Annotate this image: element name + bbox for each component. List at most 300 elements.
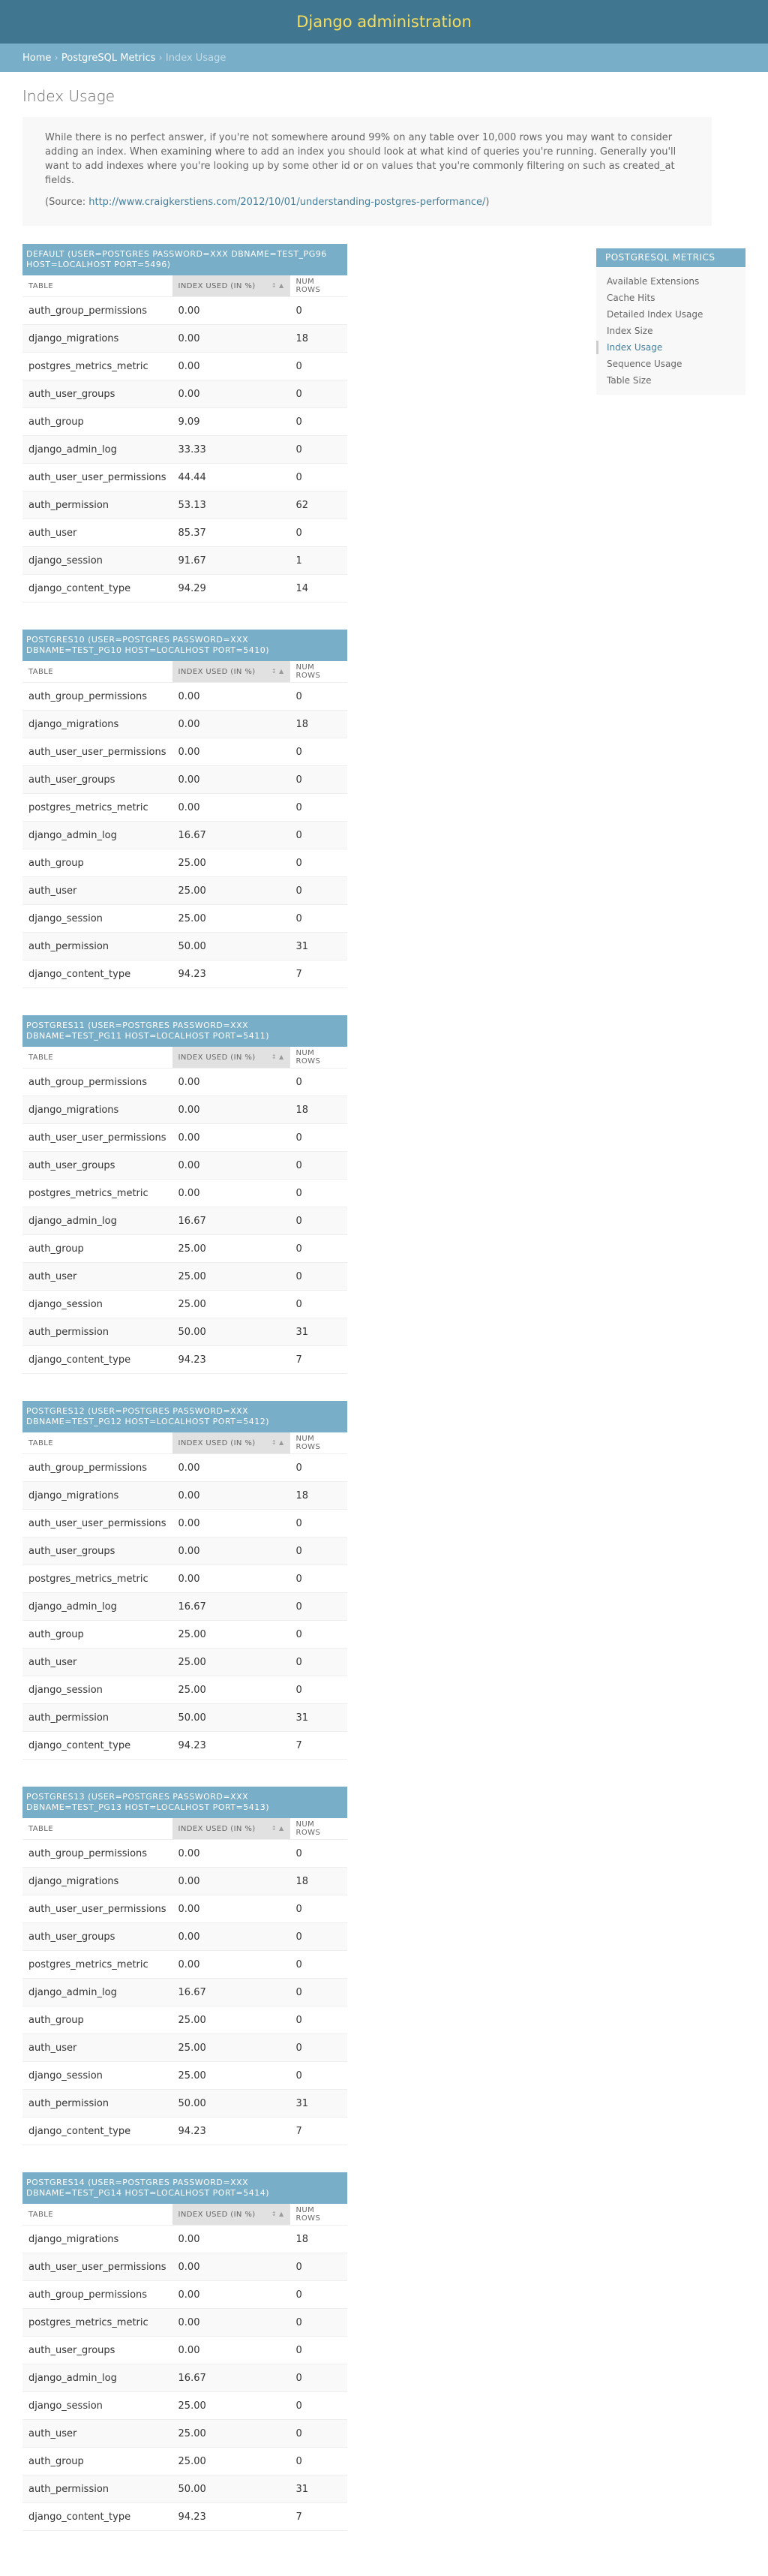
sort-toggle-icon[interactable]: ↕ ▲ <box>271 668 284 675</box>
cell-index-used: 16.67 <box>172 1979 290 2006</box>
breadcrumb-separator: › <box>155 52 166 64</box>
cell-num-rows: 0 <box>290 1895 347 1923</box>
cell-table-name: django_migrations <box>22 1096 172 1124</box>
column-header-table[interactable]: TABLE <box>22 1432 172 1454</box>
column-header-num-rows[interactable]: NUM ROWS <box>290 1047 347 1069</box>
cell-table-name: auth_user_groups <box>22 1152 172 1180</box>
source-line <box>45 195 700 209</box>
table-row <box>22 1565 347 1593</box>
cell-num-rows: 0 <box>290 1621 347 1649</box>
cell-num-rows: 7 <box>290 1346 347 1374</box>
cell-table-name: auth_user_user_permissions <box>22 2253 172 2281</box>
description-box <box>22 117 712 226</box>
cell-index-used: 0.00 <box>172 766 290 794</box>
cell-num-rows: 0 <box>290 1180 347 1207</box>
cell-index-used: 25.00 <box>172 1291 290 1318</box>
column-header-num-rows[interactable]: NUM ROWS <box>290 2204 347 2226</box>
cell-index-used: 0.00 <box>172 711 290 738</box>
cell-table-name: django_migrations <box>22 2226 172 2253</box>
cell-index-used: 53.13 <box>172 491 290 519</box>
db-caption: POSTGRES14 (USER=POSTGRES PASSWORD=XXX DBNAME=TEST_PG14 HOST=LOCALHOST PORT=5414) <box>22 2172 347 2204</box>
breadcrumb-separator: › <box>51 52 62 64</box>
cell-table-name: django_admin_log <box>22 822 172 849</box>
table-row <box>22 2420 347 2448</box>
table-row <box>22 1235 347 1263</box>
table-row <box>22 353 347 380</box>
sort-toggle-icon[interactable]: ↕ ▲ <box>271 1439 284 1446</box>
cell-table-name: auth_permission <box>22 2475 172 2503</box>
db-module <box>22 244 347 603</box>
cell-num-rows: 0 <box>290 1152 347 1180</box>
cell-table-name: auth_group <box>22 1235 172 1263</box>
cell-table-name: auth_user <box>22 2034 172 2062</box>
table-row <box>22 960 347 988</box>
table-row <box>22 2090 347 2118</box>
sidebar-item-available-extensions[interactable]: Available Extensions <box>607 276 700 287</box>
table-row <box>22 1676 347 1704</box>
db-caption: POSTGRES13 (USER=POSTGRES PASSWORD=XXX DBNAME=TEST_PG13 HOST=LOCALHOST PORT=5413) <box>22 1787 347 1818</box>
description-text: While there is no perfect answer, if you're not somewhere around 99% on any table over 10,000 rows you may want to consider adding an index. When examining where to add an index you should look at what kind of queries you're running. Generally you'll want to add indexes where you're looking up by some other id or on values that you're commonly filtering on such as created_at fields. <box>45 132 676 186</box>
cell-table-name: auth_permission <box>22 1318 172 1346</box>
table-row <box>22 1593 347 1621</box>
table-row <box>22 1152 347 1180</box>
cell-index-used: 94.29 <box>172 575 290 603</box>
cell-table-name: auth_user_user_permissions <box>22 1895 172 1923</box>
cell-table-name: auth_group_permissions <box>22 2281 172 2309</box>
cell-index-used: 94.23 <box>172 1346 290 1374</box>
cell-num-rows: 0 <box>290 1235 347 1263</box>
column-header-index-used-label: INDEX USED (IN %) <box>178 1438 256 1447</box>
cell-num-rows: 0 <box>290 2364 347 2392</box>
cell-num-rows: 31 <box>290 1704 347 1732</box>
cell-num-rows: 18 <box>290 1482 347 1510</box>
cell-table-name: auth_group <box>22 2006 172 2034</box>
column-header-index-used[interactable] <box>172 1818 290 1840</box>
cell-table-name: auth_group_permissions <box>22 1454 172 1482</box>
breadcrumb-home-link[interactable]: Home <box>22 52 52 64</box>
table-row <box>22 1732 347 1760</box>
table-row <box>22 547 347 575</box>
table-row <box>22 380 347 408</box>
cell-num-rows: 18 <box>290 325 347 353</box>
sort-toggle-icon[interactable]: ↕ ▲ <box>271 2211 284 2217</box>
table-row <box>22 933 347 960</box>
table-row <box>22 1482 347 1510</box>
cell-index-used: 50.00 <box>172 2475 290 2503</box>
cell-index-used: 16.67 <box>172 2364 290 2392</box>
cell-table-name: auth_user <box>22 519 172 547</box>
column-header-table[interactable]: TABLE <box>22 1047 172 1069</box>
cell-num-rows: 0 <box>290 2006 347 2034</box>
page-title: Index Usage <box>22 87 116 105</box>
cell-num-rows: 31 <box>290 2090 347 2118</box>
table-row <box>22 1510 347 1537</box>
cell-num-rows: 0 <box>290 1454 347 1482</box>
cell-num-rows: 0 <box>290 1263 347 1291</box>
table-row <box>22 325 347 353</box>
cell-index-used: 0.00 <box>172 1951 290 1979</box>
cell-table-name: auth_group <box>22 849 172 877</box>
column-header-index-used-label: INDEX USED (IN %) <box>178 281 256 290</box>
sidebar-item-index-size[interactable]: Index Size <box>607 326 653 336</box>
column-header-table[interactable]: TABLE <box>22 1818 172 1840</box>
cell-table-name: auth_permission <box>22 933 172 960</box>
table-row <box>22 1346 347 1374</box>
cell-index-used: 0.00 <box>172 2309 290 2337</box>
cell-index-used: 0.00 <box>172 1895 290 1923</box>
table-row <box>22 1069 347 1096</box>
cell-table-name: django_migrations <box>22 1868 172 1895</box>
table-row <box>22 822 347 849</box>
cell-index-used: 50.00 <box>172 1704 290 1732</box>
cell-table-name: auth_user <box>22 1649 172 1676</box>
cell-table-name: django_session <box>22 905 172 933</box>
cell-index-used: 25.00 <box>172 2448 290 2475</box>
table-row <box>22 2337 347 2364</box>
table-row <box>22 2309 347 2337</box>
cell-index-used: 94.23 <box>172 960 290 988</box>
db-module <box>22 1401 347 1760</box>
cell-index-used: 9.09 <box>172 408 290 436</box>
content <box>0 87 768 2531</box>
breadcrumb-section-link[interactable]: PostgreSQL Metrics <box>61 52 156 64</box>
cell-index-used: 0.00 <box>172 1510 290 1537</box>
cell-table-name: auth_permission <box>22 1704 172 1732</box>
cell-index-used: 0.00 <box>172 1565 290 1593</box>
table-row <box>22 1621 347 1649</box>
cell-num-rows: 7 <box>290 960 347 988</box>
cell-num-rows: 0 <box>290 877 347 905</box>
column-header-num-rows[interactable]: NUM ROWS <box>290 1818 347 1840</box>
cell-index-used: 25.00 <box>172 877 290 905</box>
column-header-index-used[interactable] <box>172 275 290 297</box>
column-header-num-rows[interactable]: NUM ROWS <box>290 1432 347 1454</box>
table-row <box>22 2034 347 2062</box>
table-row <box>22 2392 347 2420</box>
table-row <box>22 1291 347 1318</box>
table-row <box>22 683 347 711</box>
cell-index-used: 94.23 <box>172 2503 290 2531</box>
cell-num-rows: 14 <box>290 575 347 603</box>
cell-table-name: auth_user <box>22 877 172 905</box>
cell-num-rows: 0 <box>290 1923 347 1951</box>
cell-table-name: django_admin_log <box>22 2364 172 2392</box>
cell-table-name: django_admin_log <box>22 436 172 464</box>
cell-table-name: django_session <box>22 1676 172 1704</box>
column-header-index-used-label: INDEX USED (IN %) <box>178 1824 256 1833</box>
column-header-index-used[interactable] <box>172 1047 290 1069</box>
table-row <box>22 1868 347 1895</box>
table-row <box>22 436 347 464</box>
table-row <box>22 1454 347 1482</box>
table-row <box>22 1207 347 1235</box>
cell-num-rows: 0 <box>290 738 347 766</box>
db-caption: POSTGRES12 (USER=POSTGRES PASSWORD=XXX DBNAME=TEST_PG12 HOST=LOCALHOST PORT=5412) <box>22 1401 347 1432</box>
site-title-link[interactable]: Django administration <box>296 13 472 31</box>
table-row <box>22 2006 347 2034</box>
cell-table-name: postgres_metrics_metric <box>22 1951 172 1979</box>
index-usage-table <box>22 275 347 603</box>
cell-table-name: auth_permission <box>22 2090 172 2118</box>
sidebar-item-index-usage[interactable]: Index Usage <box>596 339 746 356</box>
column-header-table[interactable]: TABLE <box>22 661 172 683</box>
cell-num-rows: 0 <box>290 2309 347 2337</box>
cell-table-name: auth_user <box>22 2420 172 2448</box>
cell-num-rows: 31 <box>290 1318 347 1346</box>
cell-num-rows: 0 <box>290 1840 347 1868</box>
cell-index-used: 50.00 <box>172 933 290 960</box>
column-header-index-used-label: INDEX USED (IN %) <box>178 667 256 676</box>
cell-num-rows: 18 <box>290 1096 347 1124</box>
sidebar-item-detailed-index-usage[interactable]: Detailed Index Usage <box>607 309 704 320</box>
column-header-index-used[interactable] <box>172 661 290 683</box>
cell-num-rows: 0 <box>290 2448 347 2475</box>
column-header-table[interactable]: TABLE <box>22 275 172 297</box>
cell-num-rows: 0 <box>290 2062 347 2090</box>
cell-table-name: auth_group <box>22 1621 172 1649</box>
cell-index-used: 91.67 <box>172 547 290 575</box>
cell-index-used: 0.00 <box>172 1868 290 1895</box>
cell-num-rows: 0 <box>290 1069 347 1096</box>
cell-index-used: 0.00 <box>172 380 290 408</box>
sidebar-item-sequence-usage[interactable]: Sequence Usage <box>607 359 682 369</box>
table-row <box>22 1263 347 1291</box>
cell-table-name: django_content_type <box>22 2503 172 2531</box>
cell-num-rows: 1 <box>290 547 347 575</box>
cell-num-rows: 0 <box>290 1565 347 1593</box>
cell-index-used: 25.00 <box>172 2062 290 2090</box>
table-row <box>22 2364 347 2392</box>
cell-num-rows: 0 <box>290 1951 347 1979</box>
cell-index-used: 0.00 <box>172 2253 290 2281</box>
cell-table-name: django_migrations <box>22 325 172 353</box>
cell-index-used: 0.00 <box>172 1482 290 1510</box>
table-row <box>22 766 347 794</box>
cell-num-rows: 0 <box>290 1207 347 1235</box>
table-row <box>22 2448 347 2475</box>
cell-index-used: 25.00 <box>172 1263 290 1291</box>
cell-num-rows: 0 <box>290 464 347 491</box>
table-row <box>22 1096 347 1124</box>
db-module <box>22 1015 347 1374</box>
cell-index-used: 25.00 <box>172 849 290 877</box>
cell-table-name: auth_user_groups <box>22 2337 172 2364</box>
cell-index-used: 0.00 <box>172 353 290 380</box>
table-row <box>22 794 347 822</box>
table-row <box>22 877 347 905</box>
cell-index-used: 0.00 <box>172 738 290 766</box>
cell-num-rows: 31 <box>290 2475 347 2503</box>
cell-index-used: 50.00 <box>172 1318 290 1346</box>
sidebar-nav <box>596 267 746 389</box>
cell-num-rows: 0 <box>290 1124 347 1152</box>
db-caption: POSTGRES10 (USER=POSTGRES PASSWORD=XXX DBNAME=TEST_PG10 HOST=LOCALHOST PORT=5410) <box>22 630 347 661</box>
table-row <box>22 464 347 491</box>
table-row <box>22 1318 347 1346</box>
breadcrumb-current: Index Usage <box>165 52 226 64</box>
table-row <box>22 2281 347 2309</box>
cell-num-rows: 0 <box>290 1537 347 1565</box>
table-row <box>22 2253 347 2281</box>
cell-table-name: postgres_metrics_metric <box>22 1180 172 1207</box>
cell-num-rows: 0 <box>290 2281 347 2309</box>
db-module <box>22 1787 347 2145</box>
cell-index-used: 25.00 <box>172 2392 290 2420</box>
cell-table-name: auth_user_user_permissions <box>22 464 172 491</box>
cell-table-name: auth_group_permissions <box>22 1069 172 1096</box>
cell-index-used: 85.37 <box>172 519 290 547</box>
cell-table-name: postgres_metrics_metric <box>22 2309 172 2337</box>
column-header-table[interactable]: TABLE <box>22 2204 172 2226</box>
cell-table-name: auth_user_groups <box>22 380 172 408</box>
cell-index-used: 0.00 <box>172 794 290 822</box>
cell-table-name: auth_user_user_permissions <box>22 1124 172 1152</box>
cell-table-name: auth_group_permissions <box>22 297 172 325</box>
results-list <box>22 244 347 2531</box>
table-row <box>22 2062 347 2090</box>
cell-table-name: django_content_type <box>22 1732 172 1760</box>
db-caption: DEFAULT (USER=POSTGRES PASSWORD=XXX DBNAME=TEST_PG96 HOST=LOCALHOST PORT=5496) <box>22 244 347 275</box>
column-header-index-used[interactable] <box>172 1432 290 1454</box>
cell-index-used: 16.67 <box>172 1593 290 1621</box>
cell-num-rows: 0 <box>290 1979 347 2006</box>
table-row <box>22 905 347 933</box>
cell-num-rows: 62 <box>290 491 347 519</box>
column-header-index-used[interactable] <box>172 2204 290 2226</box>
table-row <box>22 1951 347 1979</box>
cell-index-used: 0.00 <box>172 1454 290 1482</box>
cell-table-name: django_content_type <box>22 575 172 603</box>
table-row <box>22 2226 347 2253</box>
cell-index-used: 25.00 <box>172 2034 290 2062</box>
cell-index-used: 16.67 <box>172 822 290 849</box>
sort-toggle-icon[interactable]: ↕ ▲ <box>271 282 284 289</box>
cell-index-used: 0.00 <box>172 1152 290 1180</box>
index-usage-table <box>22 2204 347 2531</box>
cell-num-rows: 0 <box>290 408 347 436</box>
table-row <box>22 738 347 766</box>
cell-num-rows: 7 <box>290 2118 347 2145</box>
table-row <box>22 2503 347 2531</box>
cell-index-used: 44.44 <box>172 464 290 491</box>
cell-table-name: auth_user_groups <box>22 1537 172 1565</box>
sort-toggle-icon[interactable]: ↕ ▲ <box>271 1054 284 1060</box>
cell-table-name: django_migrations <box>22 1482 172 1510</box>
table-row <box>22 408 347 436</box>
index-usage-table <box>22 1432 347 1760</box>
sort-toggle-icon[interactable]: ↕ ▲ <box>271 1825 284 1832</box>
index-usage-table <box>22 1818 347 2145</box>
cell-index-used: 25.00 <box>172 2006 290 2034</box>
cell-num-rows: 0 <box>290 519 347 547</box>
sidebar <box>596 248 746 395</box>
table-row <box>22 575 347 603</box>
source-prefix: (Source: <box>45 197 89 208</box>
cell-index-used: 0.00 <box>172 1096 290 1124</box>
column-header-num-rows[interactable]: NUM ROWS <box>290 275 347 297</box>
cell-num-rows: 0 <box>290 822 347 849</box>
cell-num-rows: 0 <box>290 2392 347 2420</box>
table-row <box>22 1923 347 1951</box>
cell-num-rows: 0 <box>290 2420 347 2448</box>
sidebar-item-cache-hits[interactable]: Cache Hits <box>607 293 656 303</box>
sidebar-item-table-size[interactable]: Table Size <box>607 375 652 386</box>
cell-num-rows: 0 <box>290 2253 347 2281</box>
cell-num-rows: 0 <box>290 1510 347 1537</box>
cell-index-used: 16.67 <box>172 1207 290 1235</box>
cell-num-rows: 0 <box>290 683 347 711</box>
cell-index-used: 0.00 <box>172 297 290 325</box>
cell-table-name: django_session <box>22 547 172 575</box>
table-row <box>22 1895 347 1923</box>
cell-table-name: auth_user <box>22 1263 172 1291</box>
table-row <box>22 519 347 547</box>
table-row <box>22 711 347 738</box>
cell-num-rows: 0 <box>290 1676 347 1704</box>
cell-num-rows: 0 <box>290 905 347 933</box>
cell-index-used: 94.23 <box>172 2118 290 2145</box>
cell-table-name: django_admin_log <box>22 1979 172 2006</box>
source-suffix: ) <box>485 197 490 208</box>
cell-table-name: auth_group <box>22 2448 172 2475</box>
table-row <box>22 297 347 325</box>
cell-index-used: 25.00 <box>172 1235 290 1263</box>
cell-index-used: 0.00 <box>172 683 290 711</box>
cell-num-rows: 0 <box>290 297 347 325</box>
cell-table-name: auth_user_user_permissions <box>22 1510 172 1537</box>
cell-table-name: auth_group_permissions <box>22 683 172 711</box>
cell-table-name: django_content_type <box>22 960 172 988</box>
column-header-num-rows[interactable]: NUM ROWS <box>290 661 347 683</box>
cell-num-rows: 0 <box>290 353 347 380</box>
column-header-index-used-label: INDEX USED (IN %) <box>178 1053 256 1062</box>
cell-table-name: django_admin_log <box>22 1593 172 1621</box>
cell-index-used: 0.00 <box>172 1537 290 1565</box>
cell-num-rows: 7 <box>290 1732 347 1760</box>
table-row <box>22 1180 347 1207</box>
index-usage-table <box>22 661 347 988</box>
table-row <box>22 491 347 519</box>
cell-table-name: django_admin_log <box>22 1207 172 1235</box>
column-header-index-used-label: INDEX USED (IN %) <box>178 2210 256 2219</box>
table-row <box>22 849 347 877</box>
cell-index-used: 25.00 <box>172 1676 290 1704</box>
cell-num-rows: 0 <box>290 436 347 464</box>
table-row <box>22 1979 347 2006</box>
cell-index-used: 25.00 <box>172 1649 290 1676</box>
cell-index-used: 94.23 <box>172 1732 290 1760</box>
cell-table-name: auth_user_groups <box>22 1923 172 1951</box>
cell-table-name: postgres_metrics_metric <box>22 1565 172 1593</box>
cell-index-used: 0.00 <box>172 1840 290 1868</box>
cell-table-name: django_migrations <box>22 711 172 738</box>
cell-table-name: django_session <box>22 1291 172 1318</box>
cell-index-used: 25.00 <box>172 1621 290 1649</box>
cell-num-rows: 31 <box>290 933 347 960</box>
breadcrumb <box>0 44 768 72</box>
cell-table-name: auth_group_permissions <box>22 1840 172 1868</box>
sidebar-title: POSTGRESQL METRICS <box>596 248 746 267</box>
cell-num-rows: 0 <box>290 794 347 822</box>
cell-num-rows: 0 <box>290 1291 347 1318</box>
cell-num-rows: 0 <box>290 849 347 877</box>
cell-num-rows: 0 <box>290 766 347 794</box>
source-link[interactable]: http://www.craigkerstiens.com/2012/10/01/understanding-postgres-performance/ <box>88 197 486 208</box>
db-caption: POSTGRES11 (USER=POSTGRES PASSWORD=XXX DBNAME=TEST_PG11 HOST=LOCALHOST PORT=5411) <box>22 1015 347 1047</box>
table-row <box>22 1124 347 1152</box>
cell-index-used: 0.00 <box>172 1180 290 1207</box>
cell-table-name: auth_user_user_permissions <box>22 738 172 766</box>
